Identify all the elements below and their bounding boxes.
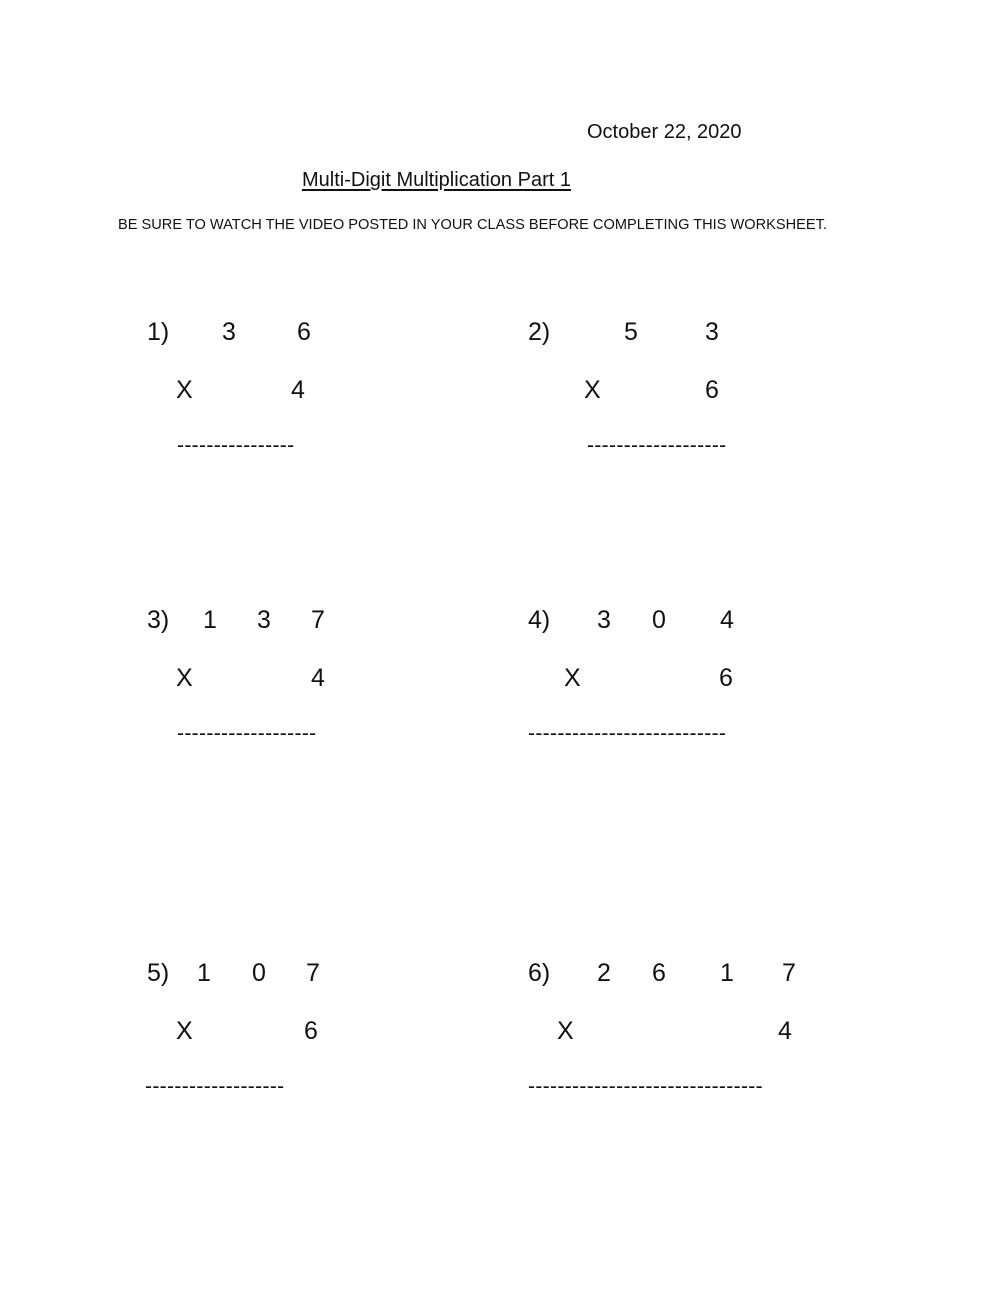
problem-number: 1) bbox=[147, 318, 170, 346]
multiplicand-digit: 7 bbox=[306, 959, 320, 987]
multiplicand-digit: 0 bbox=[652, 606, 666, 634]
multiplicand-digit: 6 bbox=[297, 318, 311, 346]
multiplicand-digit: 1 bbox=[203, 606, 217, 634]
multiplier: 4 bbox=[291, 376, 305, 404]
problem-number: 5) bbox=[147, 959, 170, 987]
multiplicand-digit: 3 bbox=[257, 606, 271, 634]
answer-line: ---------------- bbox=[177, 434, 295, 457]
multiplication-sign: X bbox=[564, 664, 581, 692]
answer-line: --------------------------- bbox=[528, 722, 727, 745]
multiplicand-digit: 0 bbox=[252, 959, 266, 987]
answer-line: ------------------- bbox=[177, 722, 317, 745]
multiplicand-digit: 7 bbox=[311, 606, 325, 634]
multiplicand-digit: 5 bbox=[624, 318, 638, 346]
multiplicand-digit: 2 bbox=[597, 959, 611, 987]
multiplication-sign: X bbox=[557, 1017, 574, 1045]
multiplicand-digit: 6 bbox=[652, 959, 666, 987]
multiplicand-digit: 4 bbox=[720, 606, 734, 634]
answer-line: ------------------- bbox=[587, 434, 727, 457]
multiplicand-digit: 3 bbox=[705, 318, 719, 346]
multiplication-sign: X bbox=[584, 376, 601, 404]
answer-line: -------------------------------- bbox=[528, 1075, 763, 1098]
multiplication-sign: X bbox=[176, 1017, 193, 1045]
multiplication-sign: X bbox=[176, 376, 193, 404]
problem-number: 4) bbox=[528, 606, 551, 634]
problem-number: 2) bbox=[528, 318, 551, 346]
multiplicand-digit: 3 bbox=[222, 318, 236, 346]
problem-number: 6) bbox=[528, 959, 551, 987]
multiplicand-digit: 3 bbox=[597, 606, 611, 634]
worksheet-instructions: BE SURE TO WATCH THE VIDEO POSTED IN YOUR CLASS BEFORE COMPLETING THIS WORKSHEET. bbox=[118, 217, 827, 233]
multiplier: 6 bbox=[719, 664, 733, 692]
multiplicand-digit: 1 bbox=[720, 959, 734, 987]
multiplicand-digit: 1 bbox=[197, 959, 211, 987]
multiplier: 6 bbox=[705, 376, 719, 404]
worksheet-title: Multi-Digit Multiplication Part 1 bbox=[302, 169, 571, 191]
multiplication-sign: X bbox=[176, 664, 193, 692]
multiplier: 4 bbox=[778, 1017, 792, 1045]
multiplicand-digit: 7 bbox=[782, 959, 796, 987]
answer-line: ------------------- bbox=[145, 1075, 285, 1098]
multiplier: 6 bbox=[304, 1017, 318, 1045]
problem-number: 3) bbox=[147, 606, 170, 634]
worksheet-date: October 22, 2020 bbox=[587, 121, 742, 143]
multiplier: 4 bbox=[311, 664, 325, 692]
